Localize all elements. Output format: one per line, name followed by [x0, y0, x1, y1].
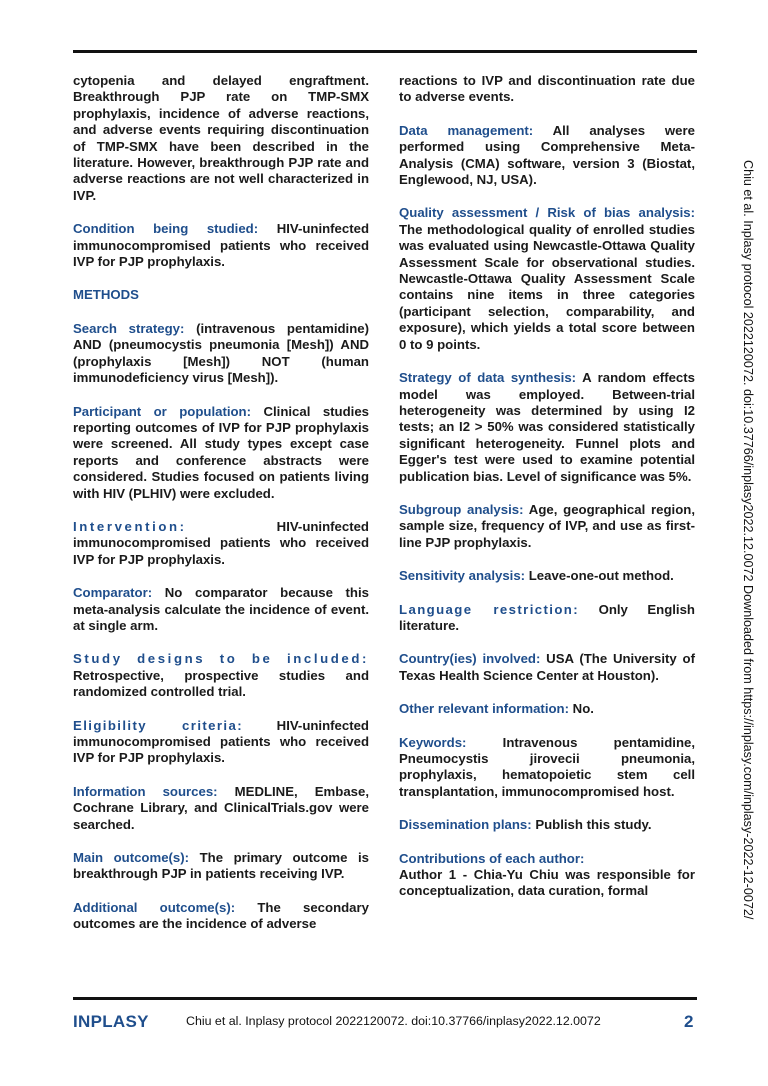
- methods-heading: METHODS: [73, 287, 139, 303]
- country-section: Country(ies) involved: USA (The University of Texas Health Science Center at Houston).: [399, 651, 695, 683]
- footer-citation: Chiu et al. Inplasy protocol 2022120072. doi:10.37766/inplasy2022.12.0072: [186, 1014, 601, 1028]
- contributions-section: Contributions of each author: Author 1 - Chia-Yu Chiu was responsible for conceptualization, data curation, formal: [399, 850, 695, 899]
- condition-section: Condition being studied: HIV-uninfected immunocompromised patients who received IVP for PJP prophylaxis.: [73, 221, 370, 270]
- comparator-section: Comparator: No comparator because this meta-analysis calculate the incidence of event. at single arm.: [73, 585, 369, 633]
- other-information-section: Other relevant information: No.: [399, 701, 594, 717]
- sensitivity-analysis-section: Sensitivity analysis: Leave-one-out method.: [399, 568, 674, 584]
- main-outcome-section: Main outcome(s): The primary outcome is breakthrough PJP in patients receiving IVP.: [73, 850, 369, 882]
- intro-continued-paragraph: cytopenia and delayed engraftment. Breakthrough PJP rate on TMP-SMX prophylaxis, incidence of adverse reactions, and adverse events requiring discontinuation of TMP-SMX have been described in the literature. However, breakthrough PJP rate and adverse reactions are not well characterized in IVP.: [73, 73, 369, 203]
- left-column: [73, 73, 369, 933]
- bottom-rule: [73, 997, 697, 1000]
- top-rule: [73, 50, 697, 53]
- keywords-section: Keywords: Intravenous pentamidine, Pneumocystis jirovecii pneumonia, prophylaxis, hematopoietic stem cell transplantation, immunocompromised host.: [399, 734, 695, 799]
- dissemination-section: Dissemination plans: Publish this study.: [399, 817, 652, 833]
- quality-assessment-section: Quality assessment / Risk of bias analysis: The methodological quality of enrolled studies was evaluated using Newcastle-Ottawa Quality Assessment Scale for observational studies. Newcastle-Ottawa Quality Assessment Scale contains nine items in three categories (participant selection, comparability, and exposure), which yields a total score between 0 to 9 points.: [399, 205, 695, 352]
- footer-brand: INPLASY: [73, 1012, 149, 1031]
- search-strategy-section: Search strategy: (intravenous pentamidine) AND (pneumocystis pneumonia [Mesh]) AND (prophylaxis [Mesh]) NOT (human immunodeficiency virus [Mesh]).: [73, 320, 369, 386]
- study-designs-section: Study designs to be included: Retrospective, prospective studies and randomized controlled trial.: [73, 651, 369, 700]
- additional-outcome-section: Additional outcome(s): The secondary outcomes are the incidence of adverse: [73, 899, 369, 932]
- data-management-section: Data management: All analyses were performed using Comprehensive Meta-Analysis (CMA) software, version 3 (Biostat, Englewood, NJ, USA).: [399, 122, 695, 188]
- language-restriction-section: Language restriction: Only English literature.: [399, 601, 695, 633]
- participant-section: Participant or population: Clinical studies reporting outcomes of IVP for PJP prophylaxis were screened. All study types except case reports and conference abstracts were considered. Studies focused on patients living with HIV (PLHIV) were excluded.: [73, 403, 369, 501]
- page-number: 2: [684, 1012, 694, 1031]
- eligibility-section: Eligibility criteria: HIV-uninfected immunocompromised patients who received IVP for PJP prophylaxis.: [73, 717, 369, 766]
- condition-label: Condition being studied:: [73, 221, 259, 237]
- data-synthesis-section: Strategy of data synthesis: A random effects model was employed. Between-trial heterogeneity was determined by using I2 tests; an I2 > 50% was considered statistically significant heterogeneity. Funnel plots and Egger's test were used to examine potential publication bias. Level of significance was 5%.: [399, 370, 695, 484]
- intervention-section: Intervention: HIV-uninfected immunocompromised patients who received IVP for PJP prophylaxis.: [73, 518, 369, 567]
- outcome-continued-paragraph: reactions to IVP and discontinuation rate due to adverse events.: [399, 73, 695, 105]
- information-sources-section: Information sources: MEDLINE, Embase, Cochrane Library, and ClinicalTrials.gov were searched.: [73, 783, 369, 832]
- right-column: [399, 73, 695, 900]
- side-download-note: Chiu et al. Inplasy protocol 2022120072. doi:10.37766/inplasy2022.12.0072 Downloaded from https://inplasy.com/inplasy-2022-12-0072/: [741, 160, 755, 920]
- subgroup-analysis-section: Subgroup analysis: Age, geographical region, sample size, frequency of IVP, and use as first-line PJP prophylaxis.: [399, 501, 695, 550]
